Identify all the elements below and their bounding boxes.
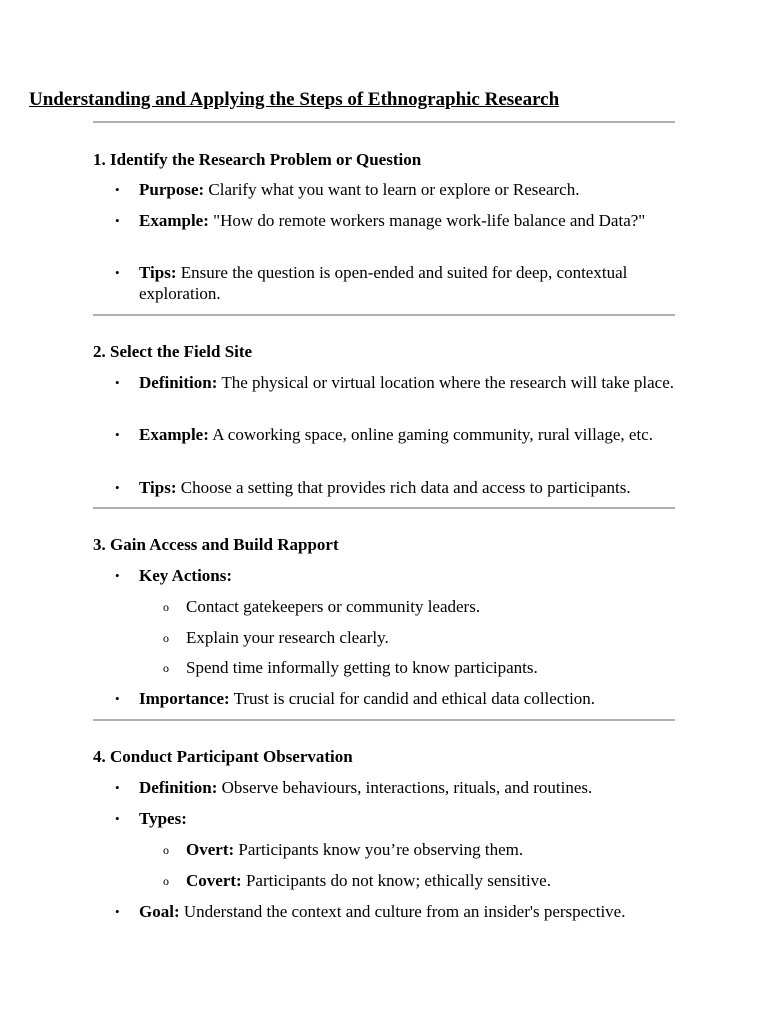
bullet-text: Clarify what you want to learn or explore or Research.: [204, 180, 580, 199]
bullet-label: Importance:: [139, 689, 230, 708]
sub-bullet-text: Explain your research clearly.: [186, 628, 389, 647]
section-2-heading: 2. Select the Field Site: [93, 342, 253, 361]
document-title: Understanding and Applying the Steps of Ethnographic Research: [29, 89, 560, 110]
bullet-text: Understand the context and culture from an insider's perspective.: [179, 902, 626, 921]
section-1-heading: 1. Identify the Research Problem or Question: [93, 150, 422, 169]
bullet-label: Example:: [139, 211, 209, 230]
sub-bullet-item: [186, 657, 674, 678]
bullet-label: Definition:: [139, 373, 218, 392]
section-divider: [93, 719, 675, 721]
section-4-goal: [139, 901, 674, 922]
section-1-example: [139, 210, 674, 231]
section-divider: [93, 314, 675, 316]
section-4-heading: 4. Conduct Participant Observation: [93, 747, 353, 766]
bullet-label: Tips:: [139, 263, 177, 282]
section-2-example: [139, 424, 674, 445]
sub-bullet-label: Covert:: [186, 871, 242, 890]
section-3-importance: [139, 688, 674, 709]
bullet-text: Choose a setting that provides rich data and access to participants.: [176, 478, 631, 497]
bullet-text: The physical or virtual location where the research will take place.: [217, 373, 674, 392]
sub-bullet-text: Participants know you’re observing them.: [234, 840, 524, 859]
bullet-label: Purpose:: [139, 180, 205, 199]
section-4-definition: [139, 777, 674, 798]
sub-bullet-item: [186, 596, 674, 617]
bullet-label: Tips:: [139, 478, 177, 497]
sub-bullet-item: [186, 839, 674, 860]
sub-bullet-text: Spend time informally getting to know participants.: [186, 658, 538, 677]
sub-bullet-text: Participants do not know; ethically sensitive.: [241, 871, 551, 890]
bullet-label: Definition:: [139, 778, 218, 797]
section-divider: [93, 507, 675, 509]
bullet-text: Trust is crucial for candid and ethical data collection.: [229, 689, 596, 708]
section-3-heading: 3. Gain Access and Build Rapport: [93, 535, 339, 554]
section-2-definition: [139, 372, 674, 393]
bullet-label: Key Actions:: [139, 566, 233, 585]
section-1-purpose: [139, 179, 674, 200]
sub-bullet-label: Overt:: [186, 840, 235, 859]
bullet-text: Observe behaviours, interactions, rituals, and routines.: [217, 778, 593, 797]
section-1-tips: [139, 262, 674, 304]
sub-bullet-item: [186, 627, 674, 648]
bullet-label: Example:: [139, 425, 209, 444]
section-4-types: [139, 808, 674, 829]
bullet-text: A coworking space, online gaming community, rural village, etc.: [208, 425, 653, 444]
bullet-label: Types:: [139, 809, 187, 828]
sub-bullet-text: Contact gatekeepers or community leaders.: [186, 597, 481, 616]
bullet-text: Ensure the question is open-ended and suited for deep, contextual exploration.: [139, 263, 628, 303]
section-2-tips: [139, 477, 674, 498]
title-divider: [93, 121, 675, 123]
bullet-label: Goal:: [139, 902, 180, 921]
section-3-key-actions: [139, 565, 674, 586]
bullet-text: "How do remote workers manage work-life balance and Data?": [208, 211, 646, 230]
sub-bullet-item: [186, 870, 674, 891]
